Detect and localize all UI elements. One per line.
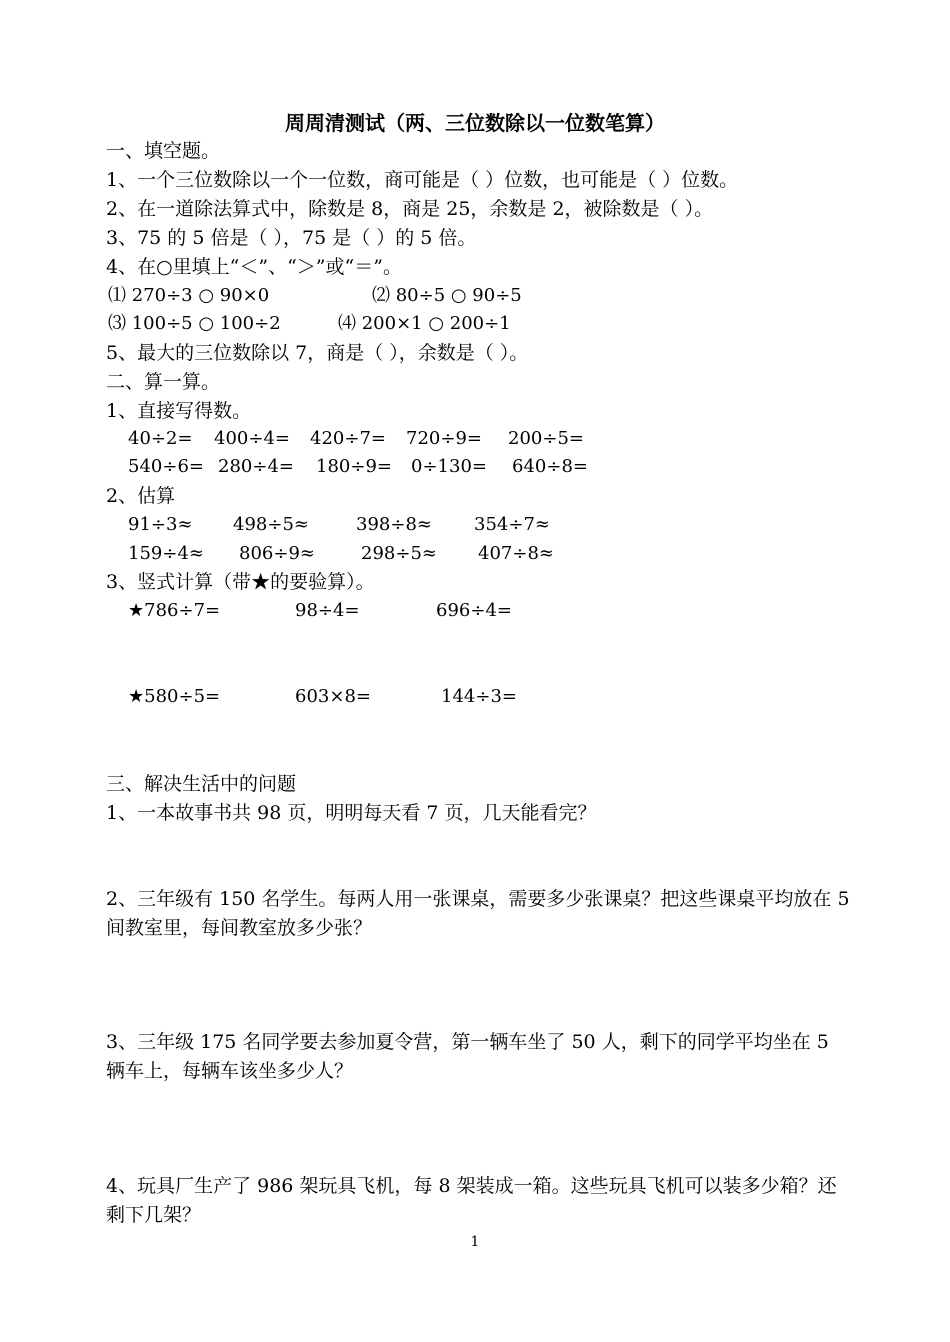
compare-item-4: ⑷ 200×1 ○ 200÷1 xyxy=(338,313,511,334)
direct-calc-item: 400÷4= xyxy=(214,428,290,449)
vertical-calc-item: 144÷3= xyxy=(441,686,517,707)
direct-calc-item: 0÷130= xyxy=(411,456,487,477)
word-problem-3: 3、三年级 175 名同学要去参加夏令营，第一辆车坐了 50 人，剩下的同学平均坐在 5 辆车上，每辆车该坐多少人？ xyxy=(106,1031,829,1082)
direct-calc-item: 640÷8= xyxy=(512,456,588,477)
direct-calc-item: 40÷2= xyxy=(128,428,193,449)
direct-calc-item: 200÷5= xyxy=(508,428,584,449)
compare-item-2: ⑵ 80÷5 ○ 90÷5 xyxy=(372,285,522,306)
vertical-calc-item: 603×8= xyxy=(295,686,371,707)
section1-question-2: 2、在一道除法算式中，除数是 8，商是 25，余数是 2，被除数是（ ）。 xyxy=(106,198,714,220)
word-problem-1: 1、一本故事书共 98 页，明明每天看 7 页，几天能看完？ xyxy=(106,802,597,824)
direct-calc-item: 540÷6= xyxy=(128,456,204,477)
estimate-item: 298÷5≈ xyxy=(361,543,437,564)
section3-heading: 三、解决生活中的问题 xyxy=(106,773,297,795)
word-problem-4: 4、玩具厂生产了 986 架玩具飞机，每 8 架装成一箱。这些玩具飞机可以装多少箱？还剩下几架？ xyxy=(106,1175,837,1226)
direct-calc-item: 420÷7= xyxy=(310,428,386,449)
vertical-calc-item: 98÷4= xyxy=(295,600,360,621)
vertical-calc-item: 696÷4= xyxy=(436,600,512,621)
section1-heading: 一、填空题。 xyxy=(106,140,221,162)
estimate-item: 159÷4≈ xyxy=(128,543,204,564)
direct-calc-item: 180÷9= xyxy=(316,456,392,477)
section2-heading: 二、算一算。 xyxy=(106,371,221,393)
estimate-item: 498÷5≈ xyxy=(233,514,309,535)
vertical-calc-heading: 3、竖式计算（带★的要验算）。 xyxy=(106,571,375,593)
direct-calc-item: 280÷4= xyxy=(218,456,294,477)
page-title: 周周清测试（两、三位数除以一位数笔算） xyxy=(285,111,665,135)
direct-calc-heading: 1、直接写得数。 xyxy=(106,400,252,422)
section1-question-3: 3、75 的 5 倍是（ ），75 是（ ）的 5 倍。 xyxy=(106,227,477,249)
vertical-calc-item: ★580÷5= xyxy=(128,686,221,707)
estimate-item: 806÷9≈ xyxy=(239,543,315,564)
section1-question-1: 1、一个三位数除以一个一位数，商可能是（ ）位数，也可能是（ ）位数。 xyxy=(106,169,739,191)
estimate-item: 398÷8≈ xyxy=(356,514,432,535)
compare-item-3: ⑶ 100÷5 ○ 100÷2 xyxy=(108,313,281,334)
section1-question-4: 4、在○里填上“＜”、“＞”或“＝”。 xyxy=(106,256,402,278)
page-number: 1 xyxy=(470,1234,480,1250)
estimate-item: 91÷3≈ xyxy=(128,514,193,535)
estimate-heading: 2、估算 xyxy=(106,485,176,507)
direct-calc-item: 720÷9= xyxy=(406,428,482,449)
estimate-item: 354÷7≈ xyxy=(474,514,550,535)
compare-item-1: ⑴ 270÷3 ○ 90×0 xyxy=(108,285,270,306)
vertical-calc-item: ★786÷7= xyxy=(128,600,221,621)
section1-question-5: 5、最大的三位数除以 7，商是（ ），余数是（ ）。 xyxy=(106,342,529,364)
estimate-item: 407÷8≈ xyxy=(478,543,554,564)
word-problem-2: 2、三年级有 150 名学生。每两人用一张课桌，需要多少张课桌？把这些课桌平均放在 5 间教室里，每间教室放多少张？ xyxy=(106,888,850,939)
